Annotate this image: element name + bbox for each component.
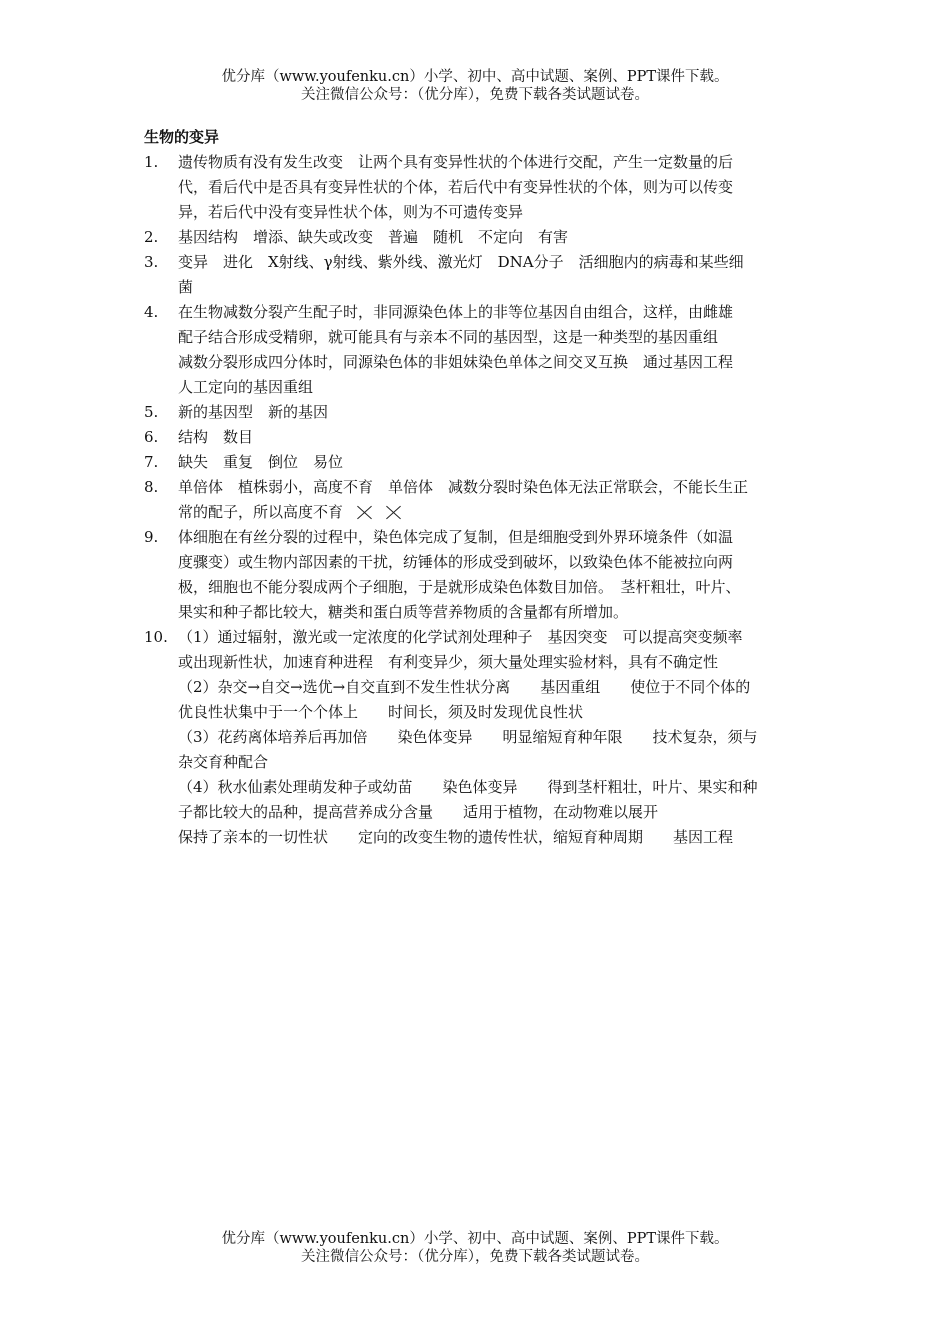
item-line: 果实和种子都比较大，糖类和蛋白质等营养物质的含量都有所增加。 [178,603,629,621]
item-body [178,625,824,850]
item-body [178,150,824,225]
list-item [144,300,824,400]
list-item [144,625,824,850]
item-line: 单倍体 植株弱小，高度不育 单倍体 减数分裂时染色体无法正常联会，不能长生正 [178,478,749,496]
item-line: 或出现新性状，加速育种进程 有利变异少，须大量处理实验材料，具有不确定性 [178,653,719,671]
page-footer [0,1230,950,1266]
cross-mark-icon [357,506,372,520]
list-item [144,150,824,225]
item-line: 体细胞在有丝分裂的过程中，染色体完成了复制，但是细胞受到外界环境条件（如温 [178,528,734,546]
list-item [144,525,824,625]
item-body [178,450,824,475]
item-body [178,525,824,625]
item-number: 4. [144,303,159,321]
list-item [144,250,824,300]
item-line: 保持了亲本的一切性状 定向的改变生物的遗传性状，缩短育种周期 基因工程 [178,828,734,846]
item-line: 常的配子，所以高度不育 [178,500,824,525]
list-item [144,475,824,525]
item-line: 杂交育种配合 [178,753,269,771]
item-number: 10. [144,628,168,646]
item-line: （4）秋水仙素处理萌发种子或幼苗 染色体变异 得到茎杆粗壮，叶片、果实和种 [178,778,758,796]
item-line: 优良性状集中于一个个体上 时间长，须及时发现优良性状 [178,703,584,721]
footer-line-1: 优分库（www.youfenku.cn）小学、初中、高中试题、案例、PPT课件下载。 [221,1231,729,1247]
item-line: （3）花药离体培养后再加倍 染色体变异 明显缩短育种年限 技术复杂，须与 [178,728,758,746]
page-header [0,68,950,104]
header-line-2: 关注微信公众号：（优分库），免费下载各类试题试卷。 [301,87,649,103]
item-number: 3. [144,253,159,271]
item-line: 新的基因型 新的基因 [178,403,329,421]
item-line: 遗传物质有没有发生改变 让两个具有变异性状的个体进行交配，产生一定数量的后 [178,153,734,171]
item-line: 度骤变）或生物内部因素的干扰，纺锤体的形成受到破坏，以致染色体不能被拉向两 [178,553,734,571]
item-line: 减数分裂形成四分体时，同源染色体的非姐妹染色单体之间交叉互换 通过基因工程 [178,353,734,371]
item-line: 极，细胞也不能分裂成两个子细胞，于是就形成染色体数目加倍。 茎杆粗壮，叶片、 [178,578,741,596]
cross-mark-icon [386,506,401,520]
list-item [144,425,824,450]
item-body [178,400,824,425]
list-item [144,225,824,250]
item-line: 基因结构 增添、缺失或改变 普遍 随机 不定向 有害 [178,228,569,246]
item-number: 1. [144,153,159,171]
item-number: 2. [144,228,159,246]
item-number: 9. [144,528,159,546]
item-number: 6. [144,428,159,446]
item-line: 结构 数目 [178,428,254,446]
list-item [144,400,824,425]
item-body [178,225,824,250]
item-line: 菌 [178,278,194,296]
item-body [178,300,824,400]
item-number: 8. [144,478,159,496]
item-line: 变异 进化 X射线、γ射线、紫外线、激光灯 DNA分子 活细胞内的病毒和某些细 [178,253,744,271]
list-item [144,450,824,475]
item-body [178,425,824,450]
item-line: 子都比较大的品种，提高营养成分含量 适用于植物，在动物难以展开 [178,803,659,821]
item-line: 异，若后代中没有变异性状个体，则为不可遗传变异 [178,203,524,221]
footer-line-2: 关注微信公众号：（优分库），免费下载各类试题试卷。 [301,1249,649,1265]
item-line: 代，看后代中是否具有变异性状的个体，若后代中有变异性状的个体，则为可以传变 [178,178,734,196]
item-line: 缺失 重复 倒位 易位 [178,453,344,471]
item-body [178,475,824,525]
item-line: 人工定向的基因重组 [178,378,314,396]
item-line: 在生物减数分裂产生配子时，非同源染色体上的非等位基因自由组合，这样，由雌雄 [178,303,734,321]
answer-list [144,150,824,850]
item-number: 7. [144,453,159,471]
section-title: 生物的变异 [144,128,220,146]
item-line: 配子结合形成受精卵，就可能具有与亲本不同的基因型，这是一种类型的基因重组 [178,328,719,346]
item-number: 5. [144,403,159,421]
item-line: （1）通过辐射，激光或一定浓度的化学试剂处理种子 基因突变 可以提高突变频率 [178,628,743,646]
header-line-1: 优分库（www.youfenku.cn）小学、初中、高中试题、案例、PPT课件下载。 [221,69,729,85]
item-body [178,250,824,300]
item-line: （2）杂交→自交→选优→自交直到不发生性状分离 基因重组 使位于不同个体的 [178,678,751,696]
